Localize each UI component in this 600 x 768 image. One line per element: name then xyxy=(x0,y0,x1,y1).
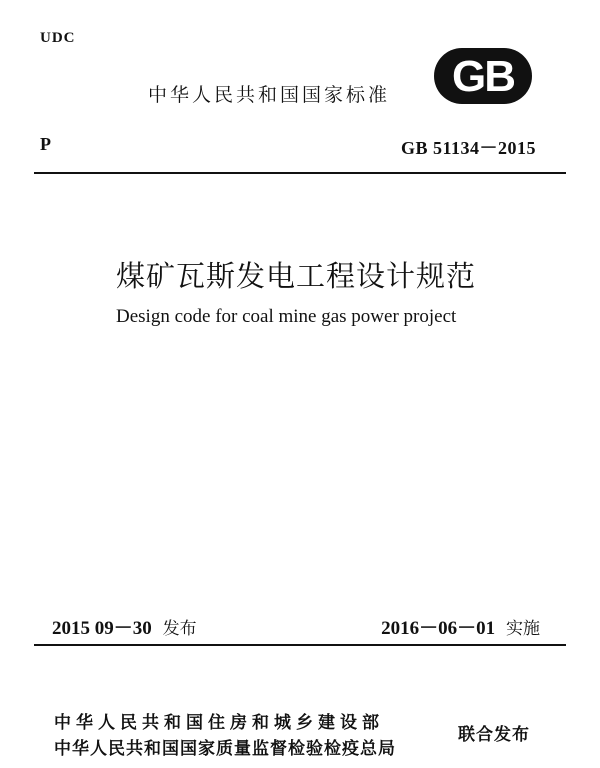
publisher-line-2: 中华人民共和国国家质量监督检验检疫总局 xyxy=(54,739,396,759)
standard-type-title: 中华人民共和国国家标准 xyxy=(148,84,391,106)
joint-issue-label: 联合发布 xyxy=(458,725,530,745)
top-divider xyxy=(34,172,566,174)
issue-label: 发布 xyxy=(162,619,197,639)
implement-date: 2016－06－01 xyxy=(381,618,496,639)
gb-logo-text: GB xyxy=(452,52,514,101)
document-title-chinese: 煤矿瓦斯发电工程设计规范 xyxy=(116,259,477,293)
implement-date-block xyxy=(381,613,540,640)
gb-logo xyxy=(432,44,534,108)
issue-date-block xyxy=(52,613,197,640)
standard-number: GB 51134－2015 xyxy=(400,138,536,158)
issue-date: 2015 09－30 xyxy=(52,618,152,639)
bottom-divider xyxy=(34,644,566,646)
classification-code: P xyxy=(40,134,51,154)
document-title-english: Design code for coal mine gas power project xyxy=(116,306,457,327)
publisher-line-1: 中华人民共和国住房和城乡建设部 xyxy=(54,713,384,733)
implement-label: 实施 xyxy=(506,619,540,639)
udc-label: UDC xyxy=(40,30,76,46)
